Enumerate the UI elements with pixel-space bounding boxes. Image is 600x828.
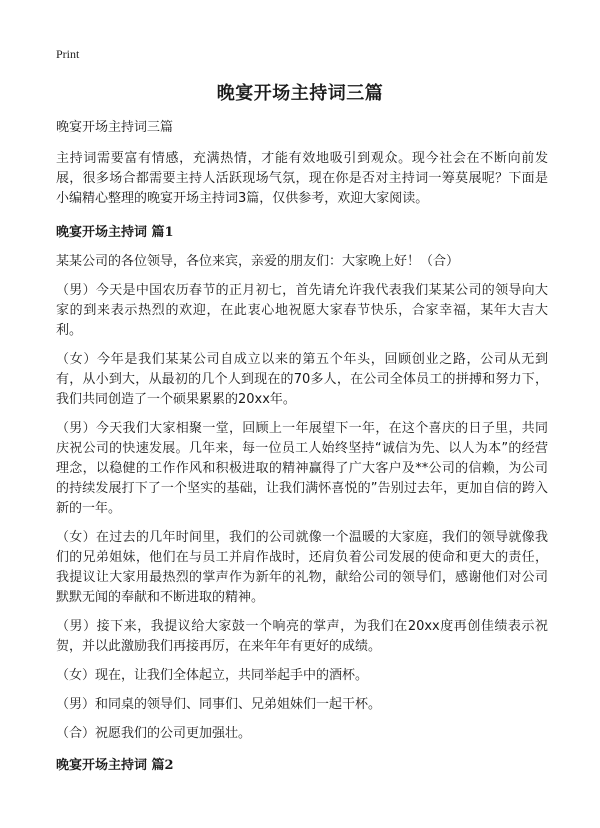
intro-paragraph: 主持词需要富有情感，充满热情，才能有效地吸引到观众。现今社会在不断向前发展，很多场合都需要主持人活跃现场气氛，现在你是否对主持词一筹莫展呢？下面是小编精心整理的晚宴开场主持词3篇，仅供参考，欢迎大家阅读。 [56, 151, 548, 206]
document-body [56, 118, 548, 785]
document-subtitle: 晚宴开场主持词三篇 [56, 120, 174, 135]
print-link[interactable]: Print [56, 47, 80, 61]
section1-paragraph: （男）今天是中国农历春节的正月初七，首先请允许我代表我们某某公司的领导向大家的到来表示热烈的欢迎，在此衷心地祝愿大家春节快乐，合家幸福，某年大吉大利。 [56, 283, 548, 338]
section1-paragraph: 某某公司的各位领导，各位来宾，亲爱的朋友们：大家晚上好！（合） [56, 254, 460, 269]
page-title: 晚宴开场主持词三篇 [216, 83, 384, 104]
section1-paragraph: （合）祝愿我们的公司更加强壮。 [56, 726, 252, 741]
section1-paragraph: （男）和同桌的领导们、同事们、兄弟姐妹们一起干杯。 [56, 697, 382, 712]
section1-paragraph: （女）现在，让我们全体起立，共同举起手中的酒杯。 [56, 668, 369, 683]
section1-paragraph: （男）今天我们大家相聚一堂，回顾上一年展望下一年，在这个喜庆的日子里，共同庆祝公司的快速发展。几年来，每一位员工人始终坚持“诚信为先、以人为本”的经营理念，以稳健的工作作风和积极进取的精神赢得了广大客户及**公司的信赖，为公司的持续发展打下了一个坚实的基础，让我们满怀喜悦的”告别过去年，更加自信的跨入新的一年。 [56, 421, 548, 516]
section1-paragraph: （女）今年是我们某某公司自成立以来的第五个年头，回顾创业之路，公司从无到有，从小到大，从最初的几个人到现在的70多人，在公司全体员工的拼搏和努力下，我们共同创造了一个硕果累累的20xx年。 [56, 352, 548, 407]
section-heading-1: 晚宴开场主持词 篇1 [56, 225, 174, 240]
section-heading-2: 晚宴开场主持词 篇2 [56, 758, 174, 773]
section1-paragraph: （男）接下来，我提议给大家鼓一个响亮的掌声，为我们在20xx度再创佳绩表示祝贺，并以此激励我们再接再厉，在来年年有更好的成绩。 [56, 619, 548, 654]
section1-paragraph: （女）在过去的几年时间里，我们的公司就像一个温暖的大家庭，我们的领导就像我们的兄弟姐妹，他们在与员工并肩作战时，还肩负着公司发展的使命和更大的责任，我提议让大家用最热烈的掌声作为新年的礼物，献给公司的领导们，感谢他们对公司默默无闻的奉献和不断进取的精神。 [56, 530, 548, 605]
